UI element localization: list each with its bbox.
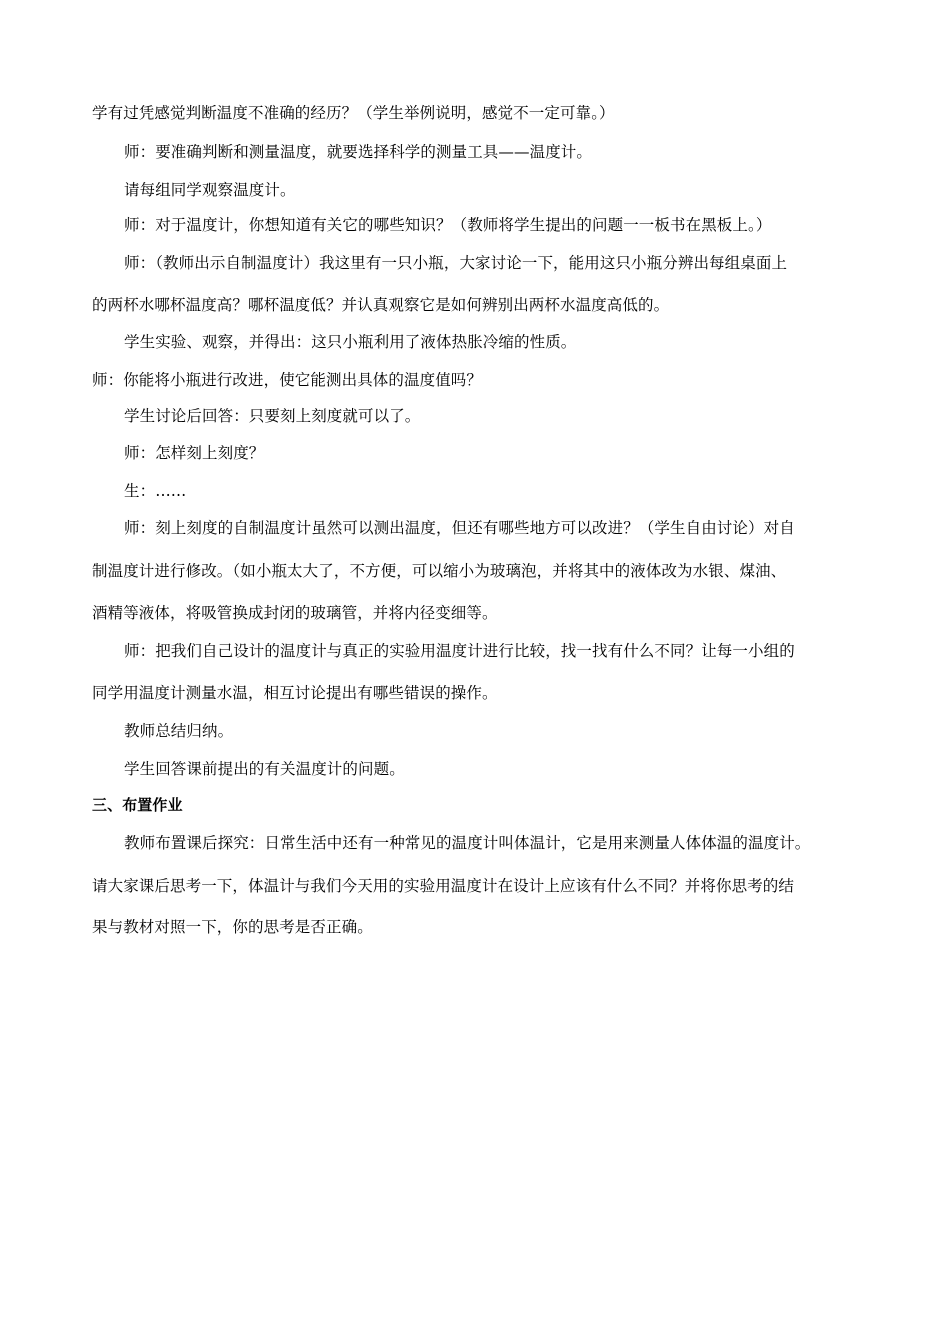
- paragraph-line: 制温度计进行修改。（如小瓶太大了，不方便，可以缩小为玻璃泡，并将其中的液体改为水银、煤油、: [92, 562, 787, 580]
- paragraph-line: 师：把我们自己设计的温度计与真正的实验用温度计进行比较，找一找有什么不同？让每一小组的: [124, 642, 795, 660]
- paragraph-line: 酒精等液体，将吸管换成封闭的玻璃管，并将内径变细等。: [92, 604, 498, 622]
- paragraph-line: 教师布置课后探究：日常生活中还有一种常见的温度计叫体温计，它是用来测量人体体温的温度计。: [124, 834, 811, 852]
- paragraph-line: 师：怎样刻上刻度？: [124, 444, 265, 462]
- paragraph-line: 师：（教师出示自制温度计）我这里有一只小瓶，大家讨论一下，能用这只小瓶分辨出每组桌面上: [124, 254, 788, 272]
- paragraph-line: 师：刻上刻度的自制温度计虽然可以测出温度，但还有哪些地方可以改进？（学生自由讨论）对自: [124, 519, 795, 537]
- paragraph-line: 的两杯水哪杯温度高？哪杯温度低？并认真观察它是如何辨别出两杯水温度高低的。: [92, 296, 670, 314]
- paragraph-line: 请每组同学观察温度计。: [124, 181, 296, 199]
- paragraph-line: 师：要准确判断和测量温度，就要选择科学的测量工具——温度计。: [124, 143, 593, 161]
- paragraph-line: 师：你能将小瓶进行改进，使它能测出具体的温度值吗？: [92, 371, 483, 389]
- paragraph-line: 学生回答课前提出的有关温度计的问题。: [124, 760, 405, 778]
- section-heading: 三、布置作业: [92, 796, 183, 814]
- paragraph-line: 师：对于温度计，你想知道有关它的哪些知识？（教师将学生提出的问题一一板书在黑板上。）: [124, 216, 772, 234]
- paragraph-line: 学有过凭感觉判断温度不准确的经历？（学生举例说明，感觉不一定可靠。）: [92, 104, 615, 122]
- paragraph-line: 教师总结归纳。: [124, 722, 234, 740]
- paragraph-line: 果与教材对照一下，你的思考是否正确。: [92, 918, 373, 936]
- paragraph-line: 同学用温度计测量水温，相互讨论提出有哪些错误的操作。: [92, 684, 498, 702]
- paragraph-line: 生：……: [124, 482, 187, 500]
- paragraph-line: 学生实验、观察，并得出：这只小瓶利用了液体热胀冷缩的性质。: [124, 333, 577, 351]
- paragraph-line: 请大家课后思考一下，体温计与我们今天用的实验用温度计在设计上应该有什么不同？并将你思考的结: [92, 877, 795, 895]
- paragraph-line: 学生讨论后回答：只要刻上刻度就可以了。: [124, 407, 421, 425]
